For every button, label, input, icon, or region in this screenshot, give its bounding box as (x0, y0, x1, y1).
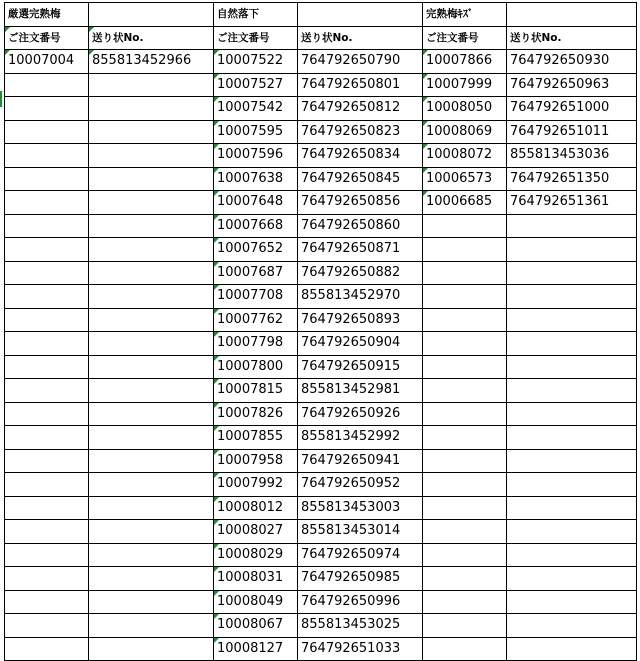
tracking-no-header-cell[interactable]: 送り状No. (89, 26, 214, 50)
empty-cell[interactable] (423, 590, 507, 614)
empty-cell[interactable] (89, 191, 214, 215)
empty-cell[interactable] (5, 379, 89, 403)
tracking-no-cell[interactable]: 764792650996 (298, 590, 423, 614)
empty-cell[interactable] (5, 473, 89, 497)
table-row (5, 520, 637, 544)
empty-cell[interactable] (423, 567, 507, 591)
table-row (5, 379, 637, 403)
empty-cell[interactable] (89, 520, 214, 544)
empty-cell[interactable] (507, 379, 637, 403)
empty-cell[interactable] (423, 520, 507, 544)
empty-cell[interactable] (423, 637, 507, 661)
table-row (5, 590, 637, 614)
table-row (5, 261, 637, 285)
tracking-no-cell[interactable]: 764792650882 (298, 261, 423, 285)
empty-cell[interactable] (89, 332, 214, 356)
empty-cell[interactable] (507, 426, 637, 450)
empty-cell[interactable] (5, 567, 89, 591)
empty-cell[interactable] (423, 214, 507, 238)
empty-cell[interactable] (89, 3, 214, 27)
empty-cell[interactable] (5, 402, 89, 426)
empty-cell[interactable] (507, 238, 637, 262)
tracking-no-cell[interactable]: 764792650845 (298, 167, 423, 191)
empty-cell[interactable] (507, 402, 637, 426)
order-no-cell[interactable]: 10008029 (214, 543, 298, 567)
order-no-cell[interactable]: 10008072 (423, 144, 507, 168)
empty-cell[interactable] (507, 214, 637, 238)
order-no-cell[interactable]: 10007595 (214, 120, 298, 144)
tracking-no-cell[interactable]: 764792650790 (298, 50, 423, 74)
empty-cell[interactable] (89, 97, 214, 121)
empty-cell[interactable] (89, 238, 214, 262)
empty-cell[interactable] (507, 261, 637, 285)
tracking-no-cell[interactable]: 764792650812 (298, 97, 423, 121)
tracking-no-cell[interactable]: 855813453014 (298, 520, 423, 544)
order-no-cell[interactable]: 10007542 (214, 97, 298, 121)
empty-cell[interactable] (507, 543, 637, 567)
table-row (5, 543, 637, 567)
empty-cell[interactable] (89, 120, 214, 144)
empty-cell[interactable] (5, 238, 89, 262)
empty-cell[interactable] (89, 214, 214, 238)
order-no-cell[interactable]: 10008069 (423, 120, 507, 144)
order-no-cell[interactable]: 10007648 (214, 191, 298, 215)
table-row (5, 238, 637, 262)
empty-cell[interactable] (89, 379, 214, 403)
empty-cell[interactable] (423, 402, 507, 426)
group-title-cell[interactable]: 完熟梅ｷｽﾞ (423, 3, 507, 27)
table-row (5, 332, 637, 356)
table-row (5, 120, 637, 144)
order-no-cell[interactable]: 10008067 (214, 614, 298, 638)
table-row (5, 426, 637, 450)
empty-cell[interactable] (298, 3, 423, 27)
order-no-cell[interactable]: 10007958 (214, 449, 298, 473)
tracking-no-cell[interactable]: 855813453025 (298, 614, 423, 638)
tracking-no-cell[interactable]: 764792650985 (298, 567, 423, 591)
empty-cell[interactable] (423, 355, 507, 379)
group-title-cell[interactable]: 自然落下 (214, 3, 298, 27)
order-no-cell[interactable]: 10007992 (214, 473, 298, 497)
empty-cell[interactable] (5, 191, 89, 215)
order-no-cell[interactable]: 10007999 (423, 73, 507, 97)
empty-cell[interactable] (89, 614, 214, 638)
empty-cell[interactable] (507, 332, 637, 356)
order-no-cell[interactable]: 10007668 (214, 214, 298, 238)
empty-cell[interactable] (89, 496, 214, 520)
table-row (5, 285, 637, 309)
empty-cell[interactable] (89, 473, 214, 497)
tracking-no-cell[interactable]: 855813453036 (507, 144, 637, 168)
table-row (5, 567, 637, 591)
empty-cell[interactable] (507, 520, 637, 544)
order-no-header-cell[interactable]: ご注文番号 (5, 26, 89, 50)
empty-cell[interactable] (423, 496, 507, 520)
order-no-cell[interactable]: 10007527 (214, 73, 298, 97)
tracking-no-cell[interactable]: 764792651350 (507, 167, 637, 191)
empty-cell[interactable] (507, 473, 637, 497)
table-row (5, 449, 637, 473)
empty-cell[interactable] (423, 308, 507, 332)
empty-cell[interactable] (89, 285, 214, 309)
table-row (5, 473, 637, 497)
empty-cell[interactable] (423, 473, 507, 497)
empty-cell[interactable] (5, 355, 89, 379)
table-row (5, 308, 637, 332)
tracking-no-cell[interactable]: 855813452992 (298, 426, 423, 450)
table-row (5, 214, 637, 238)
tracking-no-cell[interactable]: 855813452981 (298, 379, 423, 403)
table-row (5, 355, 637, 379)
table-row (5, 496, 637, 520)
order-no-cell[interactable]: 10008050 (423, 97, 507, 121)
empty-cell[interactable] (5, 426, 89, 450)
empty-cell[interactable] (423, 614, 507, 638)
empty-cell[interactable] (507, 637, 637, 661)
table-row (5, 50, 637, 74)
empty-cell[interactable] (5, 285, 89, 309)
empty-cell[interactable] (5, 332, 89, 356)
empty-cell[interactable] (5, 261, 89, 285)
empty-cell[interactable] (89, 449, 214, 473)
empty-cell[interactable] (423, 238, 507, 262)
empty-cell[interactable] (89, 73, 214, 97)
order-no-cell[interactable]: 10007855 (214, 426, 298, 450)
tracking-no-cell[interactable]: 764792651033 (298, 637, 423, 661)
empty-cell[interactable] (423, 543, 507, 567)
order-no-cell[interactable]: 10008012 (214, 496, 298, 520)
empty-cell[interactable] (5, 637, 89, 661)
order-no-cell[interactable]: 10007708 (214, 285, 298, 309)
empty-cell[interactable] (5, 543, 89, 567)
order-no-cell[interactable]: 10007638 (214, 167, 298, 191)
tracking-no-cell[interactable]: 764792651011 (507, 120, 637, 144)
tracking-no-cell[interactable]: 855813452970 (298, 285, 423, 309)
table-row (5, 191, 637, 215)
tracking-no-cell[interactable]: 764792650860 (298, 214, 423, 238)
tracking-no-cell[interactable]: 764792651361 (507, 191, 637, 215)
empty-cell[interactable] (89, 355, 214, 379)
order-no-cell[interactable]: 10007798 (214, 332, 298, 356)
empty-cell[interactable] (423, 261, 507, 285)
empty-cell[interactable] (89, 637, 214, 661)
spreadsheet-grid (4, 2, 637, 661)
empty-cell[interactable] (89, 402, 214, 426)
empty-cell[interactable] (423, 332, 507, 356)
empty-cell[interactable] (89, 567, 214, 591)
empty-cell[interactable] (5, 167, 89, 191)
tracking-no-cell[interactable]: 764792650974 (298, 543, 423, 567)
table-row (5, 97, 637, 121)
empty-cell[interactable] (5, 449, 89, 473)
empty-cell[interactable] (5, 120, 89, 144)
empty-cell[interactable] (507, 590, 637, 614)
tracking-no-cell[interactable]: 764792650834 (298, 144, 423, 168)
tracking-no-cell[interactable]: 764792650930 (507, 50, 637, 74)
order-no-cell[interactable]: 10006573 (423, 167, 507, 191)
order-no-cell[interactable]: 10007004 (5, 50, 89, 74)
empty-cell[interactable] (507, 3, 637, 27)
empty-cell[interactable] (89, 426, 214, 450)
order-no-cell[interactable]: 10007762 (214, 308, 298, 332)
order-no-cell[interactable]: 10008031 (214, 567, 298, 591)
order-no-header-cell[interactable]: ご注文番号 (423, 26, 507, 50)
tracking-no-cell[interactable]: 764792651000 (507, 97, 637, 121)
empty-cell[interactable] (423, 285, 507, 309)
table-row (5, 167, 637, 191)
tracking-no-cell[interactable]: 855813452966 (89, 50, 214, 74)
table-row (5, 73, 637, 97)
order-no-cell[interactable]: 10008027 (214, 520, 298, 544)
group-header-row (5, 3, 637, 27)
tracking-no-cell[interactable]: 764792650926 (298, 402, 423, 426)
tracking-no-cell[interactable]: 764792650915 (298, 355, 423, 379)
empty-cell[interactable] (5, 590, 89, 614)
order-no-cell[interactable]: 10008049 (214, 590, 298, 614)
order-no-cell[interactable]: 10008127 (214, 637, 298, 661)
empty-cell[interactable] (507, 308, 637, 332)
tracking-no-cell[interactable]: 764792650856 (298, 191, 423, 215)
empty-cell[interactable] (507, 496, 637, 520)
table-row (5, 402, 637, 426)
tracking-no-cell[interactable]: 855813453003 (298, 496, 423, 520)
tracking-no-cell[interactable]: 764792650823 (298, 120, 423, 144)
tracking-no-cell[interactable]: 764792650952 (298, 473, 423, 497)
tracking-no-header-cell[interactable]: 送り状No. (507, 26, 637, 50)
tracking-no-cell[interactable]: 764792650871 (298, 238, 423, 262)
table-row (5, 614, 637, 638)
empty-cell[interactable] (89, 543, 214, 567)
empty-cell[interactable] (5, 73, 89, 97)
group-title-cell[interactable]: 厳選完熟梅 (5, 3, 89, 27)
empty-cell[interactable] (5, 144, 89, 168)
column-header-row (5, 26, 637, 50)
empty-cell[interactable] (423, 426, 507, 450)
empty-cell[interactable] (507, 355, 637, 379)
tracking-no-cell[interactable]: 764792650893 (298, 308, 423, 332)
empty-cell[interactable] (5, 214, 89, 238)
order-no-cell[interactable]: 10007652 (214, 238, 298, 262)
order-no-cell[interactable]: 10007687 (214, 261, 298, 285)
order-no-cell[interactable]: 10007596 (214, 144, 298, 168)
empty-cell[interactable] (5, 520, 89, 544)
empty-cell[interactable] (507, 567, 637, 591)
tracking-no-cell[interactable]: 764792650941 (298, 449, 423, 473)
order-no-header-cell[interactable]: ご注文番号 (214, 26, 298, 50)
tracking-no-cell[interactable]: 764792650801 (298, 73, 423, 97)
order-no-cell[interactable]: 10007866 (423, 50, 507, 74)
empty-cell[interactable] (89, 590, 214, 614)
empty-cell[interactable] (5, 308, 89, 332)
order-no-cell[interactable]: 10007815 (214, 379, 298, 403)
tracking-no-cell[interactable]: 764792650963 (507, 73, 637, 97)
tracking-no-header-cell[interactable]: 送り状No. (298, 26, 423, 50)
empty-cell[interactable] (89, 167, 214, 191)
table-row (5, 637, 637, 661)
order-no-cell[interactable]: 10007800 (214, 355, 298, 379)
empty-cell[interactable] (423, 379, 507, 403)
row-marker (0, 91, 2, 107)
order-no-cell[interactable]: 10007522 (214, 50, 298, 74)
order-no-cell[interactable]: 10006685 (423, 191, 507, 215)
empty-cell[interactable] (89, 261, 214, 285)
tracking-no-cell[interactable]: 764792650904 (298, 332, 423, 356)
order-no-cell[interactable]: 10007826 (214, 402, 298, 426)
empty-cell[interactable] (507, 614, 637, 638)
empty-cell[interactable] (5, 496, 89, 520)
empty-cell[interactable] (423, 449, 507, 473)
table-row (5, 144, 637, 168)
empty-cell[interactable] (507, 285, 637, 309)
empty-cell[interactable] (89, 308, 214, 332)
empty-cell[interactable] (507, 449, 637, 473)
empty-cell[interactable] (5, 614, 89, 638)
empty-cell[interactable] (5, 97, 89, 121)
empty-cell[interactable] (89, 144, 214, 168)
